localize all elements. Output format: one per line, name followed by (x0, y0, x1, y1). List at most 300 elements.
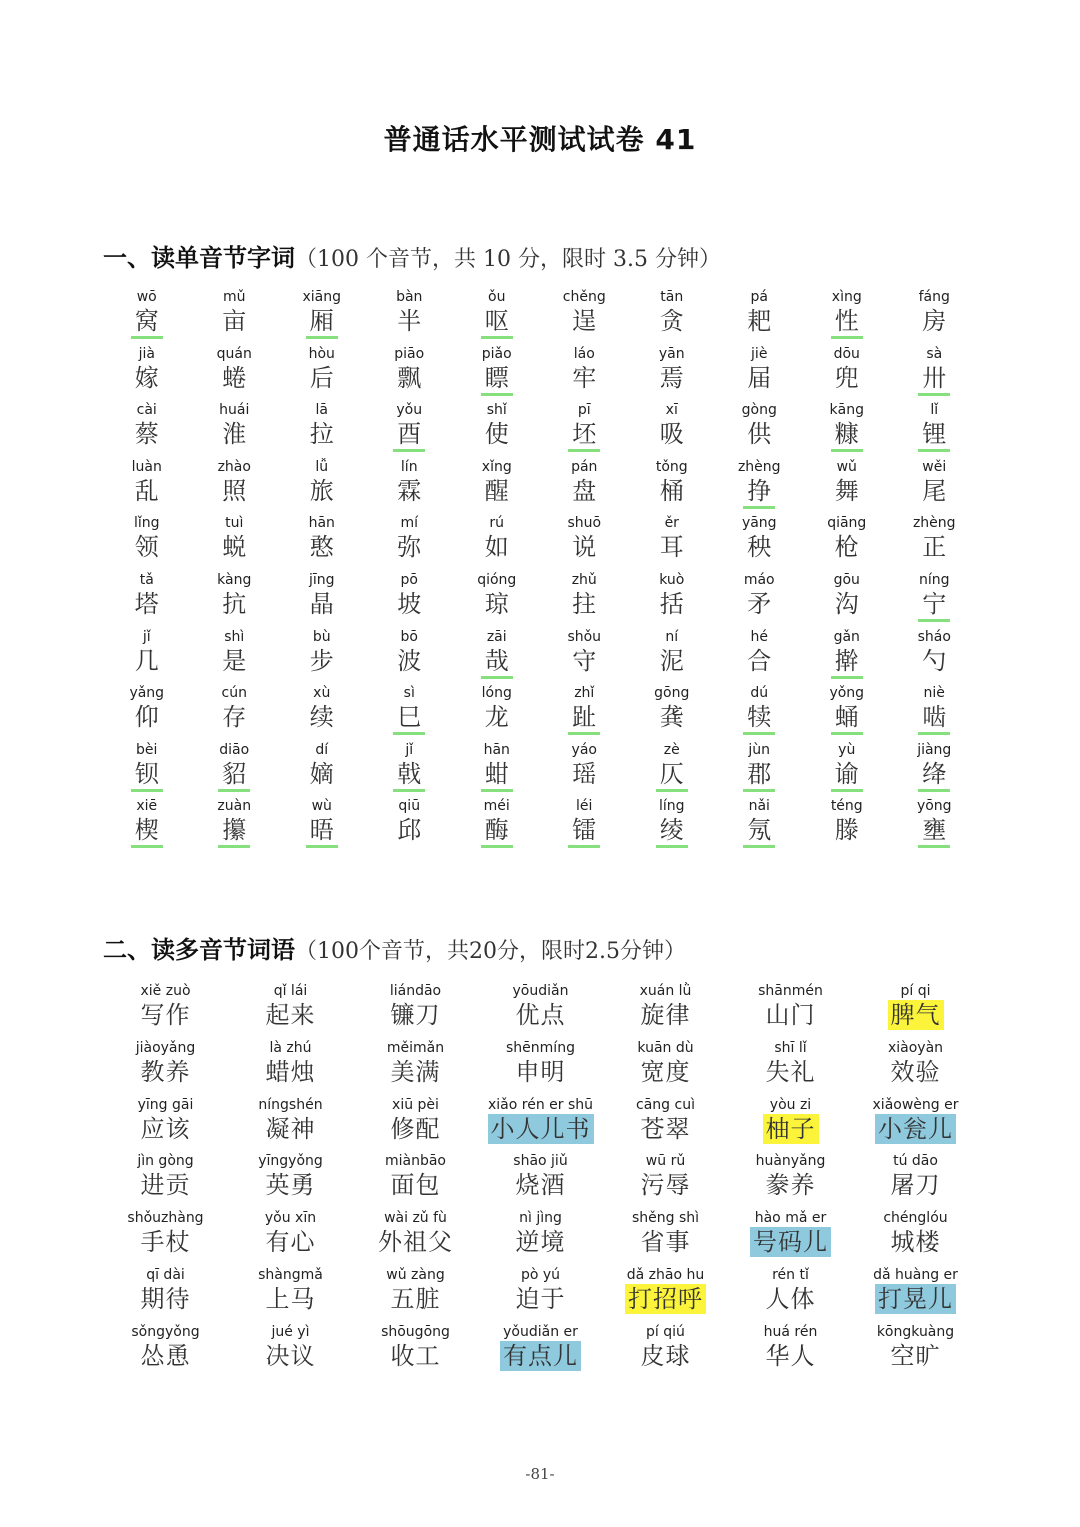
page-number: -81- (525, 1465, 555, 1483)
pinyin-label: pán (571, 458, 598, 475)
character-underlined: 性 (831, 306, 863, 339)
word-item (478, 1039, 603, 1096)
syllable-item (278, 514, 366, 571)
character: 抗 (222, 589, 247, 618)
word: 教养 (140, 1057, 191, 1086)
character: 存 (222, 703, 247, 732)
pinyin-label: lóng (481, 685, 512, 702)
syllable-item (628, 797, 716, 854)
pinyin-label: xǐng (481, 458, 512, 475)
word: 有心 (265, 1228, 316, 1257)
syllable-item (191, 288, 279, 345)
character: 合 (747, 646, 772, 675)
pinyin-label: wù (311, 798, 332, 815)
syllable-item (278, 797, 366, 854)
pinyin-label: bàn (396, 289, 423, 305)
word-item (478, 1209, 603, 1266)
pinyin-label: yǒng (829, 685, 865, 702)
word-item (353, 1209, 478, 1266)
character-underlined: 郡 (743, 759, 775, 792)
syllable-item (803, 401, 891, 458)
character: 龚 (659, 703, 684, 732)
pinyin-label: shōugōng (381, 1323, 450, 1340)
syllable-item (191, 628, 279, 685)
syllable-item (716, 288, 804, 345)
pinyin-label: hé (750, 628, 768, 645)
word: 应该 (140, 1114, 191, 1143)
character-underlined: 瞟 (481, 363, 513, 396)
pinyin-label: lín (400, 458, 418, 475)
syllable-item (803, 684, 891, 741)
section1-note: （100 个音节，共 10 分，限时 3.5 分钟） (295, 247, 721, 272)
syllable-item (366, 345, 454, 402)
pinyin-label: kuò (659, 571, 685, 588)
word: 逆境 (515, 1228, 566, 1257)
pinyin-label: piǎo (481, 345, 512, 362)
syllable-item (191, 401, 279, 458)
character: 矛 (747, 589, 772, 618)
pinyin-label: huá rén (763, 1323, 818, 1340)
pinyin-label: pí qi (900, 983, 931, 999)
pinyin-label: rú (489, 515, 505, 532)
character: 供 (747, 420, 772, 449)
syllable-item (191, 514, 279, 571)
syllable-item (891, 401, 979, 458)
pinyin-label: dí (315, 741, 329, 758)
pinyin-label: sì (403, 685, 415, 702)
character: 焉 (659, 363, 684, 392)
pinyin-label: rén tǐ (772, 1266, 809, 1283)
word: 上马 (265, 1284, 316, 1313)
word-item (853, 982, 978, 1039)
character: 房 (922, 307, 947, 335)
section2-heading-label: 二、读多音节词语 (103, 936, 295, 964)
word: 怂恿 (140, 1341, 191, 1370)
pinyin-label: zhǔ (571, 571, 597, 588)
word-highlighted-yellow: 脾气 (888, 1000, 944, 1030)
pinyin-label: miànbāo (384, 1153, 446, 1170)
character: 塔 (134, 589, 159, 618)
character: 嫁 (134, 363, 159, 392)
syllable-item (716, 345, 804, 402)
pinyin-label: yòu zi (769, 1096, 812, 1113)
character-underlined: 呕 (481, 306, 513, 339)
word-item (603, 1209, 728, 1266)
syllable-item (803, 345, 891, 402)
word-item (228, 1323, 353, 1380)
character-underlined: 哉 (481, 646, 513, 679)
syllable-item (103, 628, 191, 685)
character: 如 (484, 533, 509, 562)
word-item (353, 1266, 478, 1323)
pinyin-label: jiè (751, 345, 768, 362)
word-item (353, 1152, 478, 1209)
pinyin-label: niè (923, 685, 945, 702)
pinyin-label: dōu (833, 345, 860, 362)
pinyin-label: xiàoyàn (887, 1039, 944, 1056)
character: 舞 (834, 476, 859, 505)
pinyin-label: ní (665, 628, 679, 645)
syllable-item (628, 458, 716, 515)
word-item (728, 1323, 853, 1380)
pinyin-label: shǒu (567, 628, 602, 645)
syllable-item (803, 797, 891, 854)
syllable-item (191, 684, 279, 741)
character-underlined: 绫 (656, 815, 688, 848)
pinyin-label: pá (750, 289, 768, 305)
pinyin-label: lǚ (315, 458, 329, 475)
syllable-item (891, 571, 979, 628)
pinyin-label: shāo jiǔ (513, 1153, 568, 1170)
word-item (853, 1323, 978, 1380)
character-underlined: 酉 (393, 419, 425, 452)
syllable-item (453, 797, 541, 854)
word-item (728, 982, 853, 1039)
character-underlined: 楔 (131, 815, 163, 848)
word: 省事 (640, 1228, 691, 1257)
pinyin-label: měimǎn (386, 1039, 445, 1056)
pinyin-label: liándāo (389, 983, 442, 999)
word-item (478, 1152, 603, 1209)
pinyin-label: níngshén (258, 1096, 323, 1113)
pinyin-label: kōngkuàng (876, 1323, 955, 1340)
character-underlined: 卅 (918, 363, 950, 396)
syllable-item (453, 288, 541, 345)
word-item (853, 1209, 978, 1266)
syllable-item (453, 345, 541, 402)
character-underlined: 貂 (218, 759, 250, 792)
word: 城楼 (890, 1228, 941, 1257)
pinyin-label: gòng (741, 402, 777, 419)
pinyin-label: cún (221, 685, 247, 702)
character: 旅 (309, 476, 334, 505)
pinyin-label: gōu (833, 571, 860, 588)
pinyin-label: lǐng (133, 515, 160, 532)
syllable-item (891, 345, 979, 402)
pinyin-label: sà (926, 345, 943, 362)
word: 收工 (390, 1341, 441, 1370)
syllable-item (716, 401, 804, 458)
syllable-item (103, 514, 191, 571)
character: 亩 (222, 307, 247, 335)
word-item (103, 1152, 228, 1209)
character: 几 (134, 646, 159, 675)
pinyin-label: zhèng (912, 515, 956, 532)
word: 皮球 (640, 1341, 691, 1370)
word-item (728, 1096, 853, 1153)
pinyin-label: piāo (394, 345, 425, 362)
word-item (603, 1152, 728, 1209)
pinyin-label: cāng cuì (636, 1096, 695, 1113)
character: 尾 (922, 476, 947, 505)
syllable-item (103, 571, 191, 628)
pinyin-label: zhǐ (574, 685, 595, 702)
syllable-item (716, 514, 804, 571)
pinyin-label: sǒngyǒng (131, 1323, 200, 1340)
pinyin-label: xìng (831, 289, 862, 305)
character: 枪 (834, 533, 859, 562)
syllable-item (541, 628, 629, 685)
pinyin-label: là zhú (269, 1039, 312, 1056)
pinyin-label: xuán lǜ (639, 983, 692, 999)
syllable-item (191, 797, 279, 854)
character-underlined: 窝 (131, 306, 163, 339)
character: 耙 (747, 307, 772, 335)
word: 人体 (765, 1284, 816, 1313)
section2-heading (103, 930, 686, 965)
word-item (603, 1096, 728, 1153)
character: 嫡 (309, 759, 334, 788)
syllable-item (366, 458, 454, 515)
syllable-item (716, 684, 804, 741)
syllable-item (541, 797, 629, 854)
pinyin-label: shěng shì (631, 1210, 700, 1227)
syllable-item (803, 288, 891, 345)
pinyin-label: jǐ (142, 628, 151, 645)
syllable-item (278, 741, 366, 798)
pinyin-label: yù (838, 741, 856, 758)
syllable-item (278, 628, 366, 685)
syllable-item (541, 401, 629, 458)
word-item (228, 1096, 353, 1153)
character: 牢 (572, 363, 597, 392)
word-item (103, 982, 228, 1039)
word: 决议 (265, 1341, 316, 1370)
syllable-item (103, 684, 191, 741)
pinyin-label: luàn (131, 458, 162, 475)
word-highlighted-blue: 号码儿 (750, 1227, 831, 1257)
syllable-item (366, 741, 454, 798)
word: 优点 (515, 1001, 566, 1029)
pinyin-label: yōudiǎn (512, 983, 569, 999)
syllable-item (716, 571, 804, 628)
pinyin-label: yān (658, 345, 685, 362)
word-item (478, 1323, 603, 1380)
word: 山门 (765, 1001, 816, 1029)
character-underlined: 趾 (568, 702, 600, 735)
word: 进贡 (140, 1171, 191, 1200)
pinyin-label: jiàng (917, 741, 952, 758)
syllable-item (541, 514, 629, 571)
word: 凝神 (265, 1114, 316, 1143)
word: 写作 (140, 1001, 191, 1029)
pinyin-label: wū rǔ (645, 1153, 686, 1170)
word: 空旷 (890, 1341, 941, 1370)
pinyin-label: shēnmíng (506, 1039, 575, 1056)
character: 续 (309, 703, 334, 732)
character: 邱 (397, 816, 422, 845)
syllable-item (366, 684, 454, 741)
word: 外祖父 (378, 1228, 453, 1257)
character: 滕 (834, 816, 859, 845)
word: 烧酒 (515, 1171, 566, 1200)
word: 镰刀 (390, 1001, 441, 1029)
pinyin-label: sháo (917, 628, 951, 645)
pinyin-label: tú dāo (893, 1153, 938, 1170)
pinyin-label: yīngyǒng (258, 1153, 323, 1170)
pinyin-label: pò yú (520, 1266, 561, 1283)
character: 琼 (484, 589, 509, 618)
character: 逞 (572, 307, 597, 335)
character: 拄 (572, 589, 597, 618)
syllable-item (891, 741, 979, 798)
pinyin-label: qióng (477, 571, 517, 588)
word: 英勇 (265, 1171, 316, 1200)
pinyin-label: mí (400, 515, 419, 532)
word: 五脏 (390, 1284, 441, 1313)
character: 照 (222, 476, 247, 505)
character: 桶 (659, 476, 684, 505)
character: 乱 (134, 476, 159, 505)
pinyin-label: qī dài (146, 1266, 185, 1283)
pinyin-label: zhào (217, 458, 251, 475)
character: 龙 (484, 703, 509, 732)
word-item (228, 1266, 353, 1323)
word-item (603, 982, 728, 1039)
pinyin-label: hān (483, 741, 510, 758)
word: 失礼 (765, 1057, 816, 1086)
syllable-item (103, 345, 191, 402)
syllable-item (716, 797, 804, 854)
word-item (353, 982, 478, 1039)
pinyin-label: chěng (562, 289, 606, 305)
word-item (103, 1209, 228, 1266)
syllable-item (366, 288, 454, 345)
pinyin-label: tuì (225, 515, 244, 532)
pinyin-label: dú (750, 685, 769, 702)
syllable-item (103, 797, 191, 854)
character: 仰 (134, 703, 159, 732)
word: 修配 (390, 1114, 441, 1143)
word-item (103, 1039, 228, 1096)
pinyin-label: yǒudiǎn er (503, 1323, 578, 1340)
pinyin-label: hòu (308, 345, 335, 362)
character-underlined: 戟 (393, 759, 425, 792)
section2-note: （100个音节，共20分，限时2.5分钟） (295, 939, 686, 964)
pinyin-label: cài (136, 402, 157, 419)
pinyin-label: shǐ (486, 402, 507, 419)
character: 弥 (397, 533, 422, 562)
character-underlined: 镭 (568, 815, 600, 848)
character: 守 (572, 646, 597, 675)
pinyin-label: jiàoyǎng (135, 1039, 196, 1056)
syllable-item (103, 401, 191, 458)
character: 飘 (397, 363, 422, 392)
pinyin-label: bèi (136, 741, 158, 758)
character: 届 (747, 363, 772, 392)
pinyin-label: yīng gāi (137, 1096, 194, 1113)
pinyin-label: jīng (308, 571, 335, 588)
pinyin-label: huànyǎng (755, 1153, 826, 1170)
character-underlined: 糠 (831, 419, 863, 452)
syllable-item (366, 628, 454, 685)
syllable-item (891, 288, 979, 345)
pinyin-label: qǐ lái (273, 983, 308, 999)
character: 波 (397, 646, 422, 675)
pinyin-label: jǐ (405, 741, 414, 758)
pinyin-label: zhèng (737, 458, 781, 475)
character: 霖 (397, 476, 422, 505)
syllable-item (891, 797, 979, 854)
syllable-item (628, 741, 716, 798)
syllable-item (453, 684, 541, 741)
pinyin-label: shuō (567, 515, 602, 532)
character: 说 (572, 533, 597, 562)
character: 正 (922, 533, 947, 562)
pinyin-label: nǎi (748, 798, 770, 815)
syllable-item (278, 684, 366, 741)
word-item (728, 1209, 853, 1266)
syllable-item (541, 571, 629, 628)
syllable-item (103, 741, 191, 798)
character: 拉 (309, 420, 334, 449)
character: 瑶 (572, 759, 597, 788)
word-item (103, 1096, 228, 1153)
pinyin-label: jìn gòng (137, 1153, 194, 1170)
pinyin-label: bù (312, 628, 331, 645)
syllable-item (191, 741, 279, 798)
pinyin-label: téng (830, 798, 863, 815)
character-underlined: 蚶 (481, 759, 513, 792)
character: 耳 (659, 533, 684, 562)
pinyin-label: xiǎo rén er shū (487, 1096, 593, 1113)
pinyin-label: xiē (136, 798, 158, 815)
pinyin-label: dǎ zhāo hu (626, 1266, 705, 1283)
character: 步 (309, 646, 334, 675)
pinyin-label: wǔ (836, 458, 857, 475)
syllable-item (628, 288, 716, 345)
pinyin-label: tǒng (655, 458, 688, 475)
pinyin-label: shī lǐ (774, 1039, 807, 1056)
word: 豢养 (765, 1171, 816, 1200)
syllable-item (891, 514, 979, 571)
word-item (103, 1266, 228, 1323)
pinyin-label: níng (918, 571, 950, 588)
pinyin-label: máo (743, 571, 775, 588)
syllable-item (103, 288, 191, 345)
character-underlined: 酶 (481, 815, 513, 848)
syllable-item (191, 345, 279, 402)
pinyin-label: kuān dù (637, 1039, 694, 1056)
word-item (853, 1039, 978, 1096)
syllable-item (541, 288, 629, 345)
word-item (478, 1266, 603, 1323)
word-item (228, 1039, 353, 1096)
character-underlined: 坯 (568, 419, 600, 452)
word-highlighted-blue: 小人儿书 (488, 1114, 594, 1144)
pinyin-label: yōng (916, 798, 952, 815)
word-item (728, 1152, 853, 1209)
pinyin-label: jué yì (271, 1323, 310, 1340)
word-item (228, 1209, 353, 1266)
pinyin-label: lā (315, 402, 328, 419)
word: 宽度 (640, 1057, 691, 1086)
syllable-item (541, 684, 629, 741)
syllable-item (278, 288, 366, 345)
syllable-item (453, 741, 541, 798)
pinyin-label: xiāng (302, 289, 341, 305)
pinyin-label: líng (658, 798, 685, 815)
pinyin-label: láo (573, 345, 595, 362)
character: 淮 (222, 420, 247, 449)
word: 面包 (390, 1171, 441, 1200)
single-syllable-grid (103, 288, 978, 854)
pinyin-label: wō (136, 289, 157, 305)
character: 贪 (659, 307, 684, 335)
syllable-item (103, 458, 191, 515)
pinyin-label: xiū pèi (392, 1096, 439, 1113)
syllable-item (453, 571, 541, 628)
